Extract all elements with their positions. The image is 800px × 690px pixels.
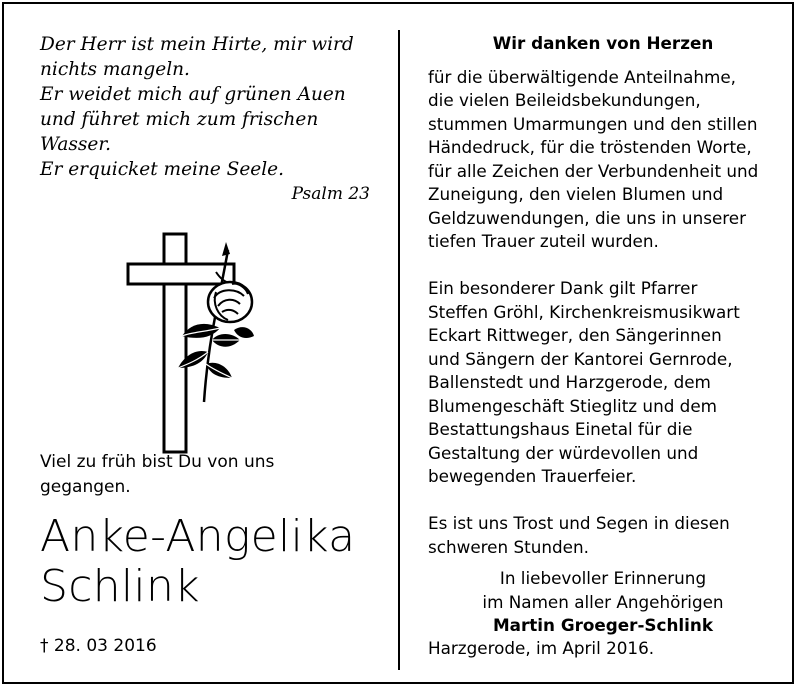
thanks-heading: Wir danken von Herzen bbox=[492, 33, 714, 53]
thanks-paragraph-3 bbox=[428, 512, 778, 559]
paragraph-line: Händedruck, für die tröstenden Worte, bbox=[428, 137, 752, 157]
paragraph-line: schweren Stunden. bbox=[428, 536, 589, 557]
paragraph-line: die vielen Beileidsbekundungen, bbox=[428, 90, 701, 110]
early-departure-text bbox=[40, 450, 380, 500]
paragraph-line: Ballenstedt und Harzgerode, dem bbox=[428, 372, 711, 392]
paragraph-line: stummen Umarmungen und den stillen bbox=[428, 113, 758, 134]
place-date: Harzgerode, im April 2016. bbox=[428, 638, 655, 658]
paragraph-line: Ein besonderer Dank gilt Pfarrer bbox=[428, 278, 698, 298]
psalm-line: Er erquicket meine Seele. bbox=[40, 159, 284, 180]
psalm-quote bbox=[40, 32, 380, 182]
paragraph-line: Bestattungshaus Einetal für die bbox=[428, 419, 693, 439]
psalm-line: Der Herr ist mein Hirte, mir wird bbox=[40, 34, 354, 55]
paragraph-line: für die überwältigende Anteilnahme, bbox=[428, 66, 737, 87]
closing-line: im Namen aller Angehörigen bbox=[482, 591, 724, 612]
early-line: gegangen. bbox=[40, 477, 131, 497]
thanks-section bbox=[428, 32, 778, 638]
cross-with-rose-icon bbox=[120, 232, 260, 454]
paragraph-line: Eckart Rittweger, den Sängerinnen bbox=[428, 325, 722, 345]
paragraph-line: tiefen Trauer zuteil wurden. bbox=[428, 231, 659, 251]
signer-name: Martin Groeger-Schlink bbox=[492, 615, 714, 635]
paragraph-line: Steffen Gröhl, Kirchenkreismusikwart bbox=[428, 301, 740, 322]
paragraph-line: Zuneigung, den vielen Blumen und bbox=[428, 184, 724, 204]
psalm-line: Er weidet mich auf grünen Auen bbox=[40, 84, 346, 105]
first-name: Anke-Angelika bbox=[40, 511, 356, 562]
paragraph-line: und Sängern der Kantorei Gernrode, bbox=[428, 348, 733, 369]
psalm-line: und führet mich zum frischen bbox=[40, 109, 319, 130]
psalm-line: Wasser. bbox=[40, 134, 112, 155]
thanks-paragraph-2 bbox=[428, 277, 778, 489]
paragraph-line: Blumengeschäft Stieglitz und dem bbox=[428, 395, 718, 416]
paragraph-line: Gestaltung der würdevollen und bbox=[428, 442, 699, 463]
paragraph-line: für alle Zeichen der Verbundenheit und bbox=[428, 160, 759, 181]
closing-block bbox=[428, 567, 778, 638]
psalm-reference: Psalm 23 bbox=[291, 184, 370, 204]
closing-line: In liebevoller Erinnerung bbox=[499, 568, 707, 588]
thanks-paragraph-1 bbox=[428, 66, 778, 254]
early-line: Viel zu früh bist Du von uns bbox=[40, 452, 275, 472]
death-date: † 28. 03 2016 bbox=[40, 636, 157, 656]
column-divider bbox=[398, 30, 400, 670]
last-name: Schlink bbox=[40, 561, 200, 612]
deceased-name bbox=[40, 512, 385, 612]
psalm-line: nichts mangeln. bbox=[40, 59, 190, 80]
paragraph-line: Es ist uns Trost und Segen in diesen bbox=[428, 513, 730, 533]
paragraph-line: Geldzuwendungen, die uns in unserer bbox=[428, 207, 747, 228]
paragraph-line: bewegenden Trauerfeier. bbox=[428, 466, 637, 486]
